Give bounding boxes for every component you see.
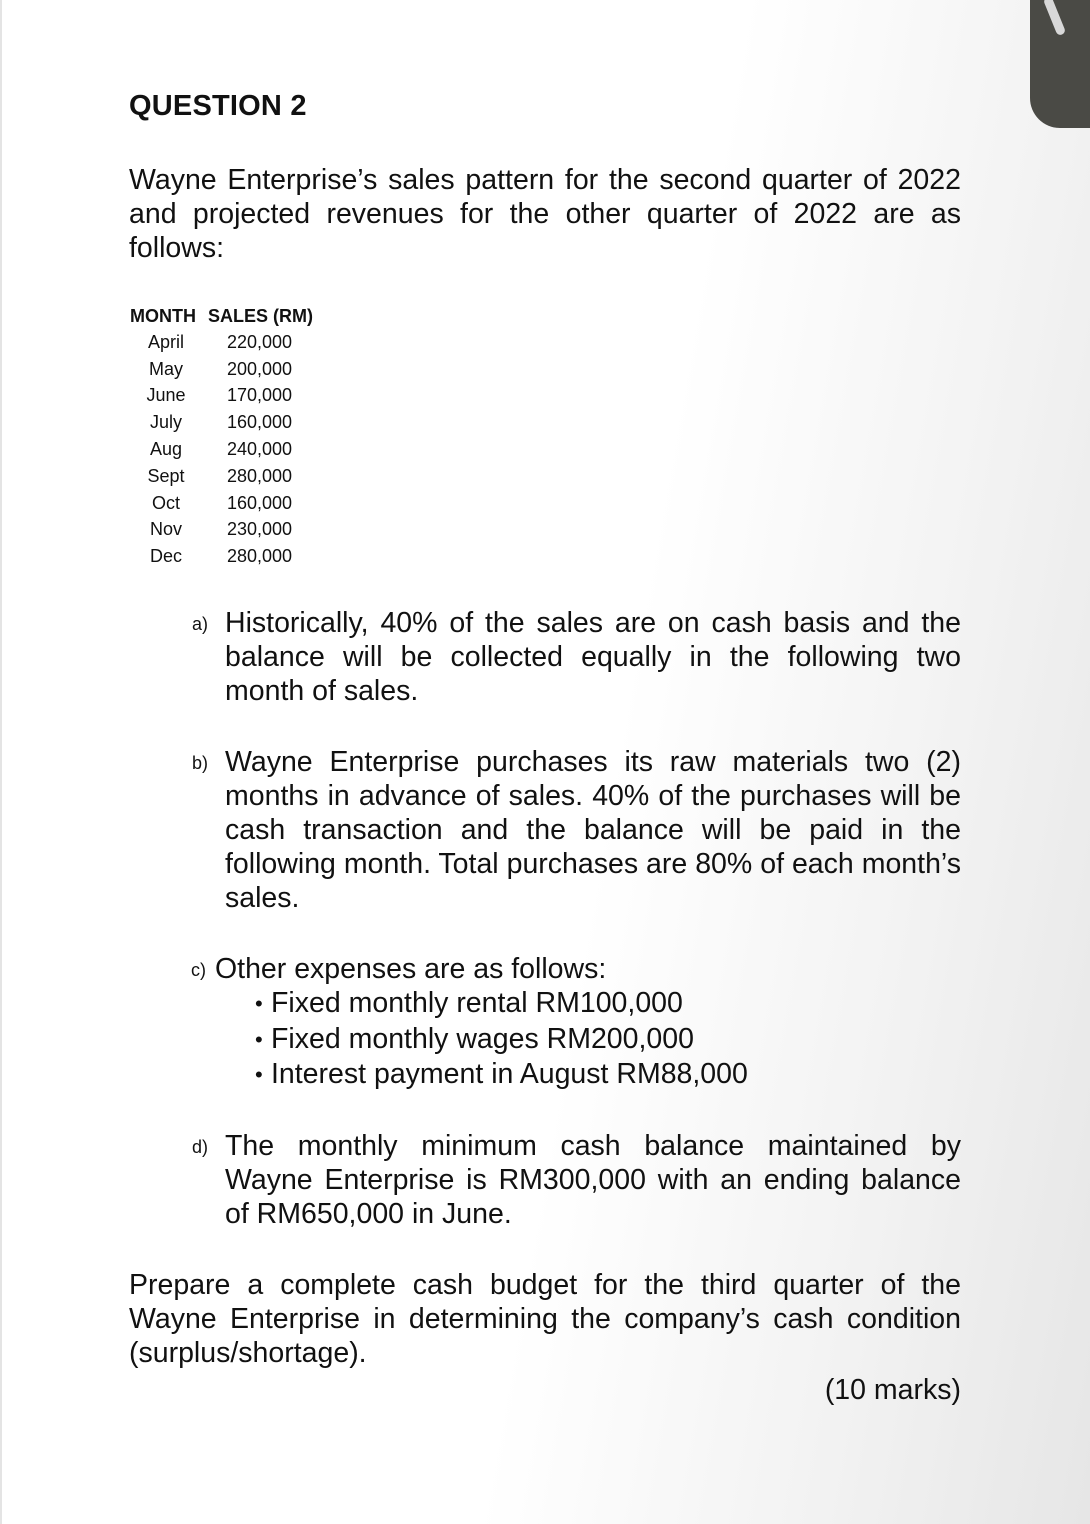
month-cell: Oct [151,492,180,513]
sales-cell: 160,000 [227,412,293,433]
item-b [192,745,961,915]
expense-list [255,986,951,1093]
month-cell: Nov [149,519,182,540]
table-row [130,463,313,490]
month-cell: April [147,331,184,352]
expense-item-interest: • Interest payment in August RM88,000 [255,1057,951,1093]
sales-cell: 280,000 [227,546,293,567]
page-edge [0,0,2,1524]
closing-instruction: Prepare a complete cash budget for the third quarter of the Wayne Enterprise in determining the company’s cash condition (surplus/shortage). [129,1269,961,1369]
item-b-marker: b) [192,753,209,773]
month-cell: May [148,358,183,379]
back-chevron-icon [1043,0,1066,36]
item-d [192,1129,961,1231]
table-row [130,356,313,383]
header-sales: SALES (RM) [208,305,313,326]
item-d-marker: d) [192,1137,209,1157]
sales-cell: 230,000 [227,519,293,540]
month-cell: July [149,412,182,433]
item-c-marker: c) [191,960,206,980]
month-cell: Aug [149,439,183,460]
back-tab-button[interactable] [1030,0,1090,128]
sales-cell: 280,000 [227,465,293,486]
item-c [191,952,951,1093]
table-row [130,490,313,517]
header-month: MONTH [130,305,196,326]
table-row [130,383,313,410]
table-row [130,517,313,544]
marks-label: (10 marks) [824,1374,961,1406]
question-intro: Wayne Enterprise’s sales pattern for the second quarter of 2022 and projected revenues for the other quarter of 2022 are as follows: [129,164,961,264]
month-cell: Sept [147,465,185,486]
table-row [130,409,313,436]
item-b-text: Wayne Enterprise purchases its raw materials two (2) months in advance of sales. 40% of the purchases will be cash transaction and the balance will be paid in the following month. Total purchases are 80% of each month’s sales. [225,746,961,914]
item-a-text: Historically, 40% of the sales are on cash basis and the balance will be collected equally in the following two month of sales. [225,607,961,707]
expense-item-wages: • Fixed monthly wages RM200,000 [255,1022,951,1058]
table-header-row [130,303,313,329]
month-cell: June [146,385,186,406]
item-d-text: The monthly minimum cash balance maintained by Wayne Enterprise is RM300,000 with an ending balance of RM650,000 in June. [225,1130,961,1230]
month-cell: Dec [149,546,182,567]
question-title: QUESTION 2 [129,90,307,122]
expense-item-rental: • Fixed monthly rental RM100,000 [255,986,951,1022]
sales-cell: 240,000 [227,439,293,460]
table-row [130,436,313,463]
item-a-marker: a) [192,614,209,634]
sales-cell: 200,000 [227,358,293,379]
item-c-text: Other expenses are as follows: [215,953,607,985]
table-row [130,329,313,356]
item-a [192,606,961,708]
sales-table [130,303,313,570]
sales-cell: 220,000 [227,331,293,352]
sales-cell: 160,000 [227,492,293,513]
sales-cell: 170,000 [227,385,293,406]
table-row [130,543,313,570]
